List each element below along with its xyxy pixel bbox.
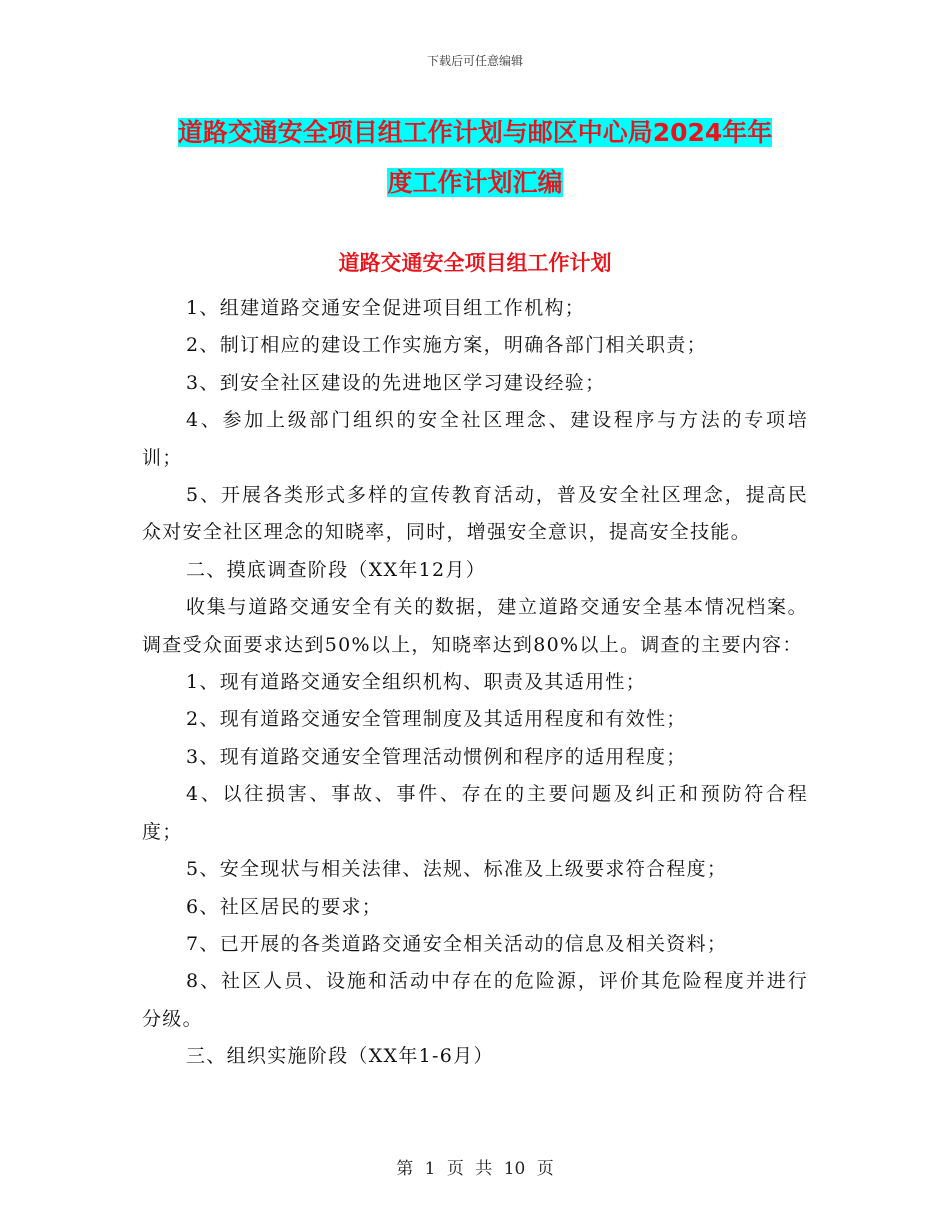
paragraph: 2、现有道路交通安全管理制度及其适用程度和有效性；: [186, 708, 687, 731]
document-title-line-1: 道路交通安全项目组工作计划与邮区中心局2024年年: [177, 118, 773, 147]
paragraph: 2、制订相应的建设工作实施方案，明确各部门相关职责；: [186, 334, 707, 357]
paragraph: 收集与道路交通安全有关的数据，建立道路交通安全基本情况档案。调查受众面要求达到50%以上，知晓率达到80%以上。调查的主要内容：: [142, 596, 808, 656]
paragraph: 3、现有道路交通安全管理活动惯例和程序的适用程度；: [186, 745, 687, 768]
section-heading: 三、组织实施阶段（XX年1-6月）: [186, 1045, 494, 1068]
paragraph: 1、现有道路交通安全组织机构、职责及其适用性；: [186, 671, 646, 694]
paragraph: 1、组建道路交通安全促进项目组工作机构；: [186, 297, 586, 319]
paragraph: 5、安全现状与相关法律、法规、标准及上级要求符合程度；: [186, 858, 728, 881]
document-title: [140, 108, 810, 208]
paragraph: 7、已开展的各类道路交通安全相关活动的信息及相关资料；: [186, 932, 728, 955]
paragraph: 3、到安全社区建设的先进地区学习建设经验；: [186, 371, 606, 394]
document-body: [142, 290, 808, 1076]
paragraph: 6、社区居民的要求；: [186, 895, 383, 918]
section-heading: 二、摸底调查阶段（XX年12月）: [186, 558, 487, 581]
section-title: 道路交通安全项目组工作计划: [338, 251, 612, 275]
document-title-line-2: 度工作计划汇编: [387, 168, 563, 197]
paragraph: 5、开展各类形式多样的宣传教育活动，普及安全社区理念，提高民众对安全社区理念的知晓率，同时，增强安全意识，提高安全技能。: [142, 484, 808, 544]
paragraph: 4、以往损害、事故、事件、存在的主要问题及纠正和预防符合程度；: [142, 783, 808, 843]
paragraph: 4、参加上级部门组织的安全社区理念、建设程序与方法的专项培训；: [142, 409, 808, 469]
paragraph: 8、社区人员、设施和活动中存在的危险源，评价其危险程度并进行分级。: [142, 970, 808, 1030]
page-header: 下载后可任意编辑: [426, 54, 523, 68]
page-footer: 第 1 页 共 10 页: [396, 1159, 554, 1179]
